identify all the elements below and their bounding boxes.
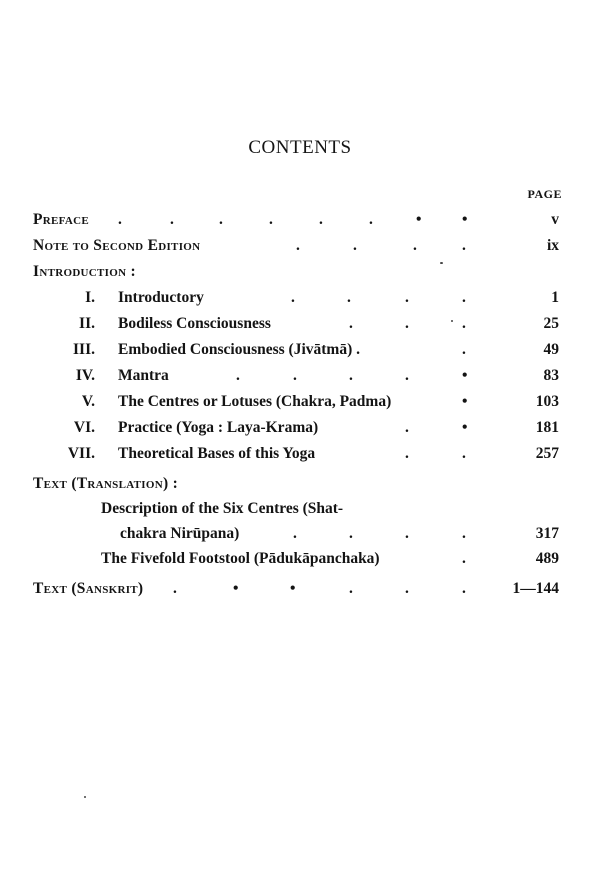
scan-speck bbox=[84, 796, 86, 798]
toc-entry-label: Practice (Yoga : Laya-Krama) bbox=[118, 419, 319, 436]
chapter-numeral: III. bbox=[73, 341, 95, 358]
chapter-numeral: VI. bbox=[73, 419, 95, 436]
toc-page-number: 489 bbox=[535, 550, 559, 567]
toc-page-number: 103 bbox=[535, 393, 559, 410]
toc-entry-six-centres-cont[interactable]: chakra Nirūpana) . . . . 317 bbox=[120, 525, 559, 542]
toc-page-number: v bbox=[551, 211, 559, 228]
toc-page-number: 257 bbox=[535, 445, 559, 462]
toc-entry-chapter-5[interactable]: V. The Centres or Lotuses (Chakra, Padma) • 103 bbox=[0, 393, 600, 415]
toc-entry-text-sanskrit[interactable]: Text (Sanskrit) . • • . . . 1—144 bbox=[33, 580, 559, 597]
toc-entry-label-text: Text (Sanskrit) bbox=[33, 580, 144, 597]
toc-entry-label: Preface bbox=[33, 211, 89, 228]
toc-entry-label: Bodiless Consciousness bbox=[118, 315, 271, 332]
toc-entry-label: The Fivefold Footstool (Pādukāpanchaka) bbox=[101, 550, 380, 567]
toc-entry-label: Embodied Consciousness (Jivātmā) . bbox=[118, 341, 360, 358]
toc-page-number: 49 bbox=[543, 341, 559, 358]
toc-entry-label: Note to Second Edition bbox=[33, 237, 201, 254]
toc-entry-label: chakra Nirūpana) bbox=[120, 525, 240, 542]
toc-entry-chapter-2[interactable]: II. Bodiless Consciousness . . . 25 bbox=[0, 315, 600, 337]
toc-entry-label: Theoretical Bases of this Yoga bbox=[118, 445, 316, 462]
toc-page-number: 83 bbox=[543, 367, 559, 384]
toc-entry-six-centres[interactable] bbox=[0, 500, 600, 522]
scan-speck bbox=[451, 320, 453, 322]
toc-page-number: 1 bbox=[551, 289, 559, 306]
toc-entry-chapter-7[interactable]: VII. Theoretical Bases of this Yoga . . 257 bbox=[0, 445, 600, 467]
toc-entry-label: The Centres or Lotuses (Chakra, Padma) bbox=[118, 393, 392, 410]
toc-page-number: 317 bbox=[535, 525, 559, 542]
toc-entry-label-text: Text (Translation) : bbox=[33, 475, 179, 492]
chapter-numeral: II. bbox=[79, 315, 95, 332]
toc-page-number: ix bbox=[546, 237, 559, 254]
page-column-heading: PAGE bbox=[527, 187, 562, 201]
page-title: CONTENTS bbox=[248, 137, 352, 158]
toc-entry-label: Mantra bbox=[118, 367, 169, 384]
chapter-numeral: VII. bbox=[67, 445, 95, 462]
toc-entry-chapter-3[interactable]: III. Embodied Consciousness (Jivātmā) . . 49 bbox=[0, 341, 600, 363]
toc-entry-fivefold-footstool[interactable]: The Fivefold Footstool (Pādukāpanchaka) . 489 bbox=[101, 550, 559, 567]
chapter-numeral: V. bbox=[81, 393, 95, 410]
toc-entry-label: Description of the Six Centres (Shat- bbox=[101, 500, 344, 517]
chapter-numeral: IV. bbox=[75, 367, 95, 384]
toc-entry-label: Introduction : bbox=[33, 263, 136, 280]
toc-page-number: 181 bbox=[535, 419, 559, 436]
toc-entry-label bbox=[33, 475, 178, 493]
toc-page-number: 25 bbox=[543, 315, 559, 332]
chapter-numeral: I. bbox=[85, 289, 95, 306]
toc-page-number: 1—144 bbox=[512, 580, 559, 597]
toc-entry-label bbox=[33, 580, 143, 598]
toc-entry-note-second-edition[interactable]: Note to Second Edition . . . . ix bbox=[33, 237, 559, 254]
toc-entry-introduction[interactable] bbox=[0, 263, 600, 285]
toc-entry-label: Introductory bbox=[118, 289, 204, 306]
toc-entry-chapter-1[interactable]: I. Introductory . . . . 1 bbox=[0, 289, 600, 311]
toc-entry-chapter-4[interactable]: IV. Mantra . . . . • 83 bbox=[0, 367, 600, 389]
scan-speck bbox=[440, 262, 443, 264]
toc-entry-text-translation[interactable] bbox=[0, 475, 600, 497]
toc-entry-chapter-6[interactable]: VI. Practice (Yoga : Laya-Krama) . • 181 bbox=[0, 419, 600, 441]
toc-entry-preface[interactable]: Preface . . . . . . • • v bbox=[33, 211, 559, 228]
